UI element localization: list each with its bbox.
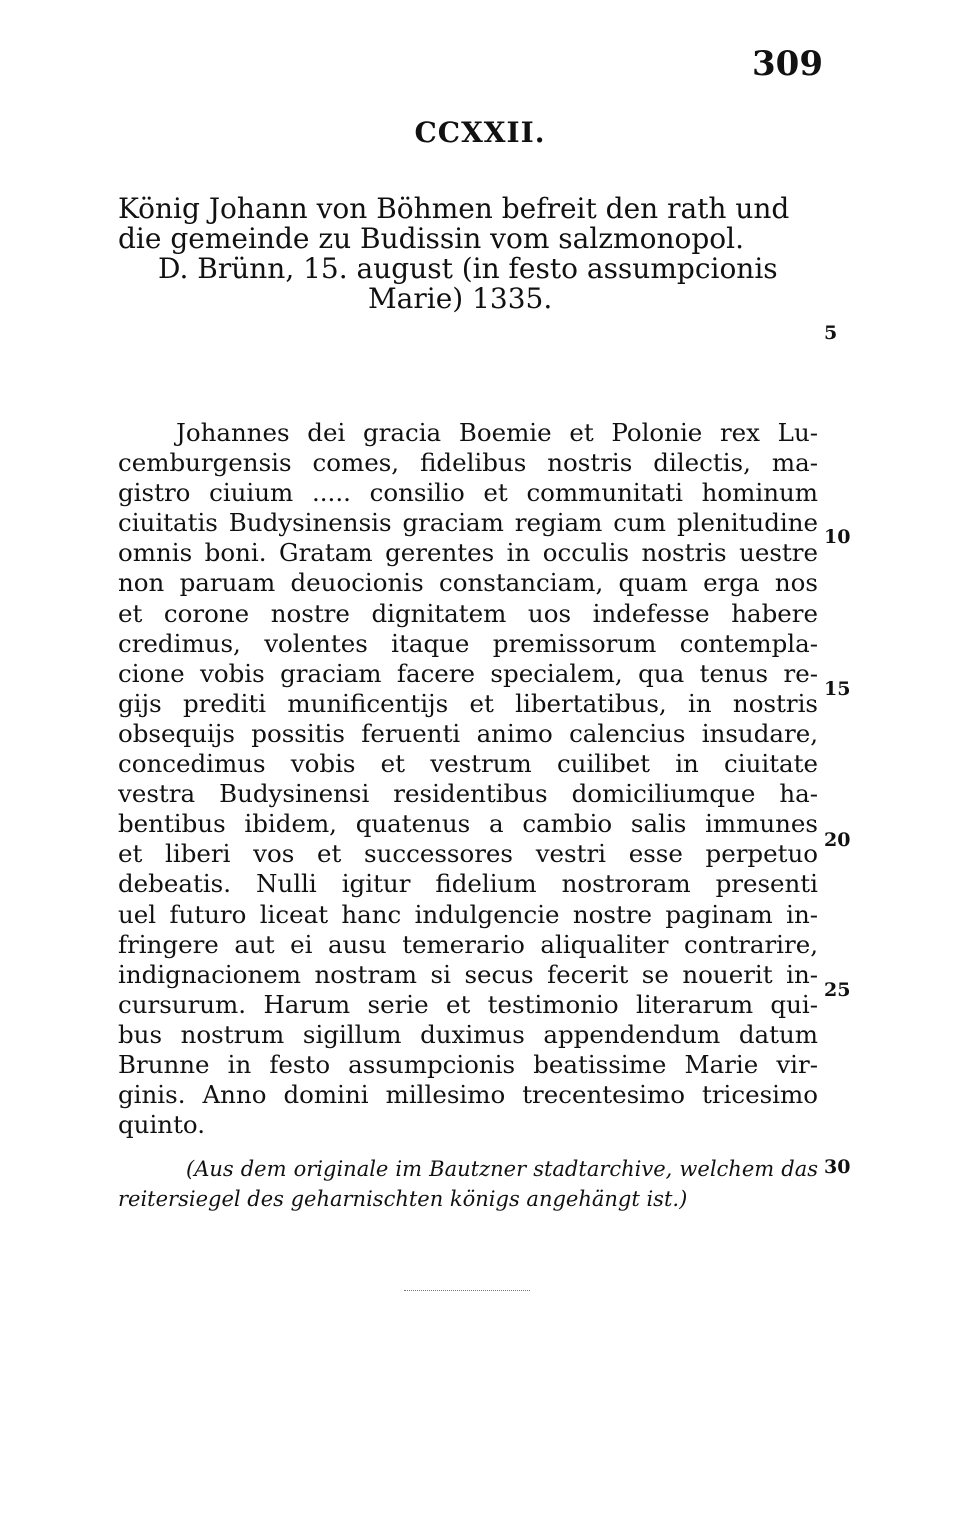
body-line: non paruam deuocionis constanciam, quam erga nos <box>118 568 818 598</box>
body-line: uel futuro liceat hanc indulgencie nostre paginam in- <box>118 899 818 929</box>
line-number-25: 25 <box>824 979 851 1001</box>
note-line: (Aus dem originale im Bautzner stadtarchive, welchem das <box>186 1157 818 1181</box>
document-title <box>118 194 818 314</box>
body-line: concedimus vobis et vestrum cuilibet in ciuitate <box>118 749 818 779</box>
body-line: cemburgensis comes, fidelibus nostris dilectis, ma- <box>118 448 818 478</box>
body-line: vestra Budysinensi residentibus domiciliumque ha- <box>118 779 818 809</box>
end-divider <box>404 1290 530 1291</box>
body-line: indignacionem nostram si secus fecerit se nouerit in- <box>118 959 818 989</box>
body-line: Brunne in festo assumpcionis beatissime Marie vir- <box>118 1049 818 1079</box>
line-number-30: 30 <box>824 1156 851 1178</box>
document-numeral: CCXXII. <box>414 116 546 149</box>
body-line: gistro ciuium ..... consilio et communitati hominum <box>118 478 818 508</box>
body-line: ginis. Anno domini millesimo trecentesimo tricesimo <box>118 1080 818 1110</box>
body-line: Johannes dei gracia Boemie et Polonie rex Lu- <box>176 418 818 447</box>
title-line: die gemeinde zu Budissin vom salzmonopol. <box>118 222 744 255</box>
body-line: obsequijs possitis feruenti animo calencius insudare, <box>118 718 818 748</box>
line-number-10: 10 <box>824 526 851 548</box>
body-line: ciuitatis Budysinensis graciam regiam cum plenitudine <box>118 508 818 538</box>
title-line: König Johann von Böhmen befreit den rath und <box>118 192 790 225</box>
body-line: fringere aut ei ausu temerario aliqualiter contrarire, <box>118 929 818 959</box>
body-line: gijs prediti munificentijs et libertatibus, in nostris <box>118 688 818 718</box>
document-body <box>118 418 818 1140</box>
line-number-5: 5 <box>824 322 838 344</box>
body-line: et corone nostre dignitatem uos indefesse habere <box>118 598 818 628</box>
body-line: credimus, volentes itaque premissorum contempla- <box>118 628 818 658</box>
title-line: D. Brünn, 15. august (in festo assumpcionis <box>158 252 778 285</box>
body-line: bus nostrum sigillum duximus appendendum datum <box>118 1019 818 1049</box>
line-number-15: 15 <box>824 678 851 700</box>
body-line: cursurum. Harum serie et testimonio literarum qui- <box>118 989 818 1019</box>
body-line: quinto. <box>118 1110 206 1140</box>
title-line: Marie) 1335. <box>368 282 553 315</box>
body-line: et liberi vos et successores vestri esse perpetuo <box>118 839 818 869</box>
body-line: debeatis. Nulli igitur fidelium nostroram presenti <box>118 869 818 899</box>
source-note <box>118 1154 818 1214</box>
page-number: 309 <box>752 44 823 84</box>
line-number-20: 20 <box>824 829 851 851</box>
body-line: cione vobis graciam facere specialem, qua tenus re- <box>118 658 818 688</box>
body-line: bentibus ibidem, quatenus a cambio salis immunes <box>118 809 818 839</box>
note-line: reitersiegel des geharnischten königs angehängt ist.) <box>118 1187 688 1211</box>
body-line: omnis boni. Gratam gerentes in occulis nostris uestre <box>118 538 818 568</box>
